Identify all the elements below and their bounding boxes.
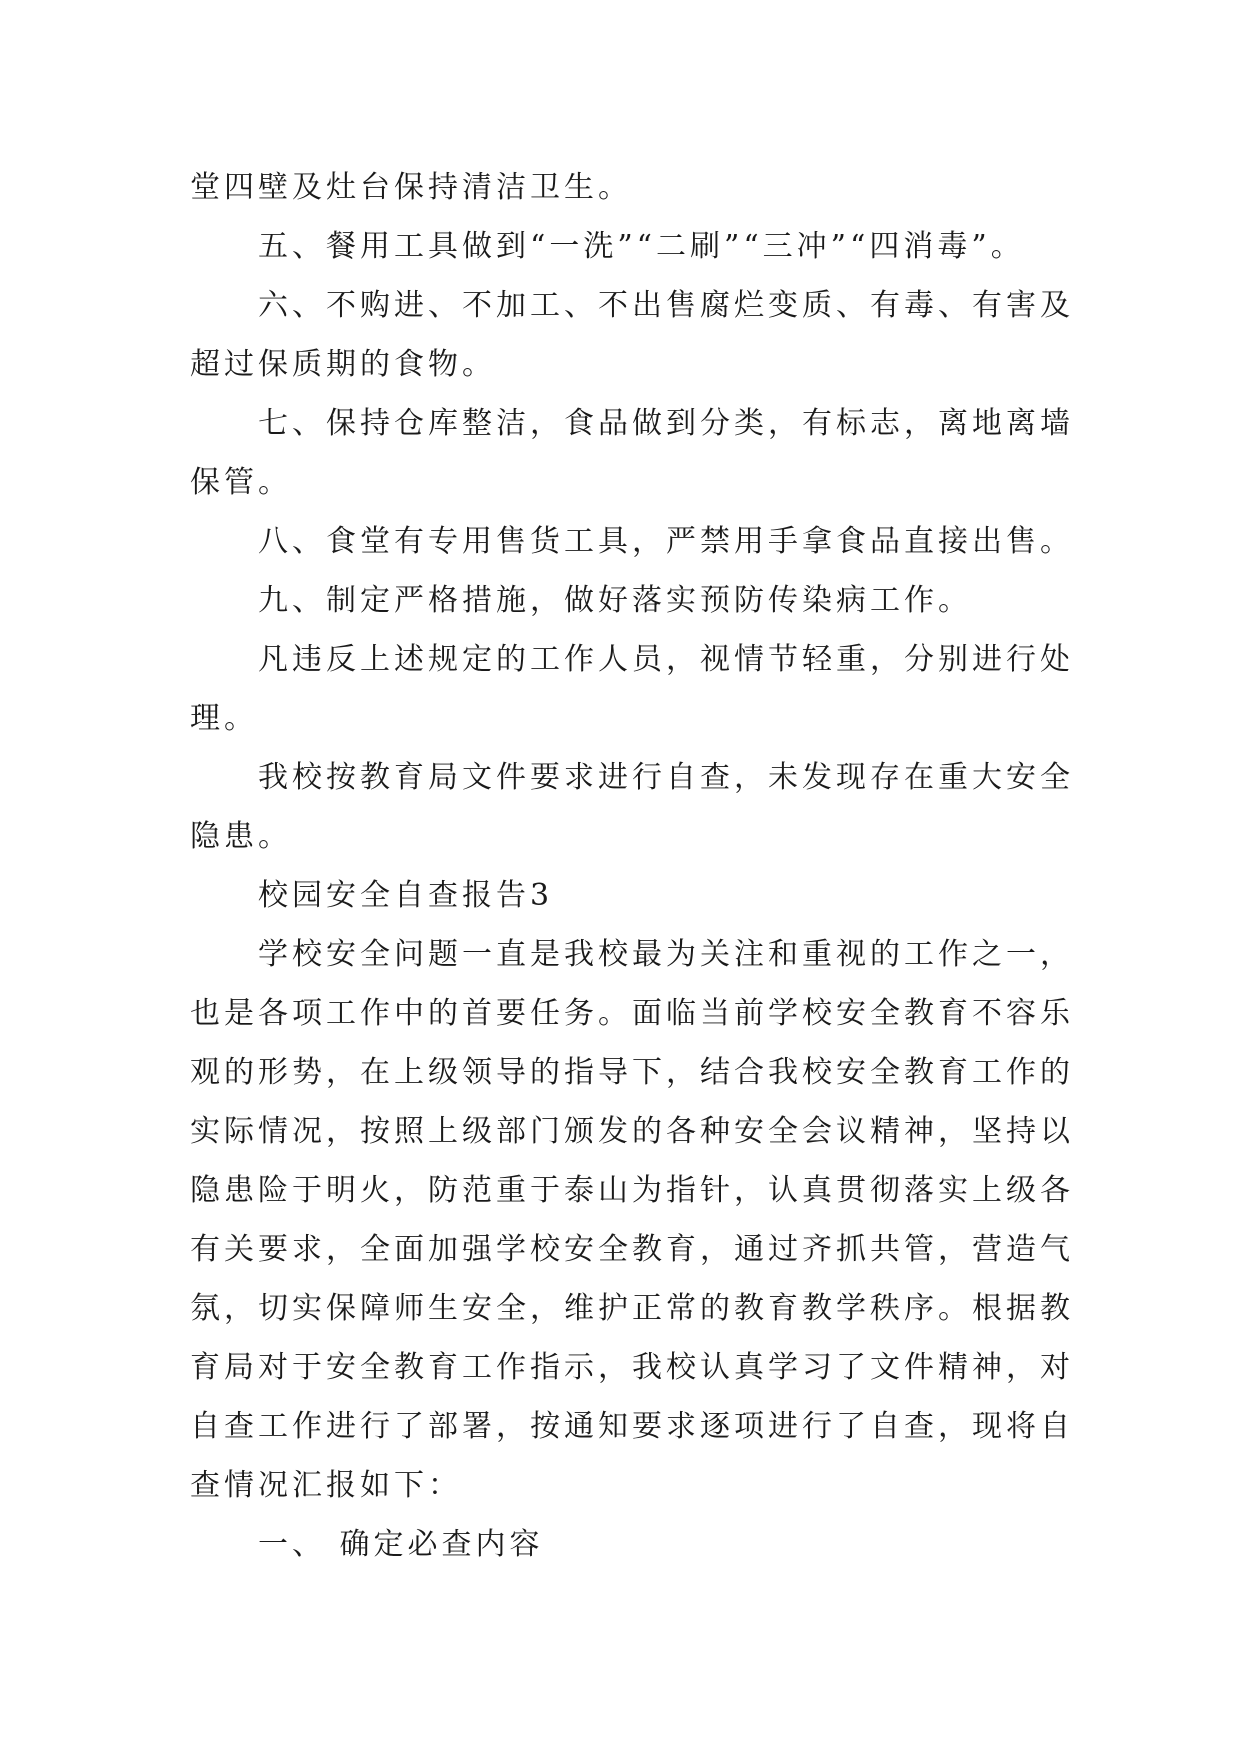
text-line: 隐患险于明火，防范重于泰山为指针，认真贯彻落实上级各 bbox=[190, 1173, 1074, 1208]
text-line: 理。 bbox=[190, 701, 258, 736]
text-line: 也是各项工作中的首要任务。面临当前学校安全教育不容乐 bbox=[190, 996, 1074, 1031]
text-line: 育局对于安全教育工作指示，我校认真学习了文件精神，对 bbox=[190, 1350, 1074, 1385]
text-line: 七、保持仓库整洁，食品做到分类，有标志，离地离墙 bbox=[258, 406, 1074, 441]
text-line: 校园安全自查报告3 bbox=[258, 878, 554, 913]
text-line: 凡违反上述规定的工作人员，视情节轻重，分别进行处 bbox=[258, 642, 1074, 677]
text-line: 查情况汇报如下： bbox=[190, 1468, 462, 1503]
document-body bbox=[190, 158, 1074, 1574]
text-line: 保管。 bbox=[190, 465, 292, 500]
text-line: 八、食堂有专用售货工具，严禁用手拿食品直接出售。 bbox=[258, 524, 1074, 559]
text-line: 一、 确定必查内容 bbox=[258, 1527, 544, 1562]
text-line: 实际情况，按照上级部门颁发的各种安全会议精神，坚持以 bbox=[190, 1114, 1074, 1149]
text-line: 五、餐用工具做到“一洗”“二刷”“三冲”“四消毒”。 bbox=[258, 229, 1025, 264]
text-line: 六、不购进、不加工、不出售腐烂变质、有毒、有害及 bbox=[258, 288, 1074, 323]
text-line: 超过保质期的食物。 bbox=[190, 347, 496, 382]
text-line: 学校安全问题一直是我校最为关注和重视的工作之一， bbox=[258, 937, 1074, 972]
text-line: 九、制定严格措施，做好落实预防传染病工作。 bbox=[258, 583, 972, 618]
text-line: 自查工作进行了部署，按通知要求逐项进行了自查，现将自 bbox=[190, 1409, 1074, 1444]
text-line: 隐患。 bbox=[190, 819, 292, 854]
text-line: 观的形势，在上级领导的指导下，结合我校安全教育工作的 bbox=[190, 1055, 1074, 1090]
text-line: 有关要求，全面加强学校安全教育，通过齐抓共管，营造气 bbox=[190, 1232, 1074, 1267]
text-line: 我校按教育局文件要求进行自查，未发现存在重大安全 bbox=[258, 760, 1074, 795]
text-line: 堂四壁及灶台保持清洁卫生。 bbox=[190, 170, 632, 205]
text-line: 氛，切实保障师生安全，维护正常的教育教学秩序。根据教 bbox=[190, 1291, 1074, 1326]
